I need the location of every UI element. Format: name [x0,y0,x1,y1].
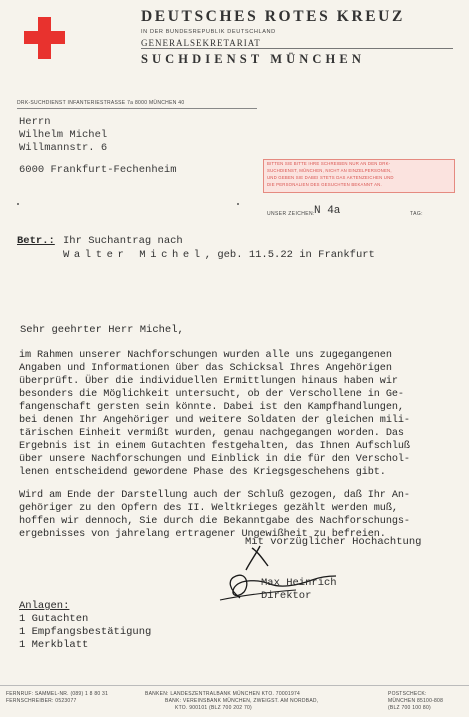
enclosures-label: Anlagen: [19,600,70,612]
recipient-name: Wilhelm Michel [19,129,108,141]
organization-name: DEUTSCHES ROTES KREUZ [141,8,405,25]
footer-postcheck: MÜNCHEN 85100-808 [388,698,444,704]
subject-label: Betr.: [17,235,55,247]
footer-postcheck: (BLZ 700 100 80) [388,705,431,711]
reference-label: UNSER ZEICHEN: [267,211,315,217]
footer-postcheck: POSTSCHECK: [388,691,427,697]
enclosure-item: 1 Empfangsbestätigung [19,626,152,638]
body-line: über unsere Nachforschungen und Einblick in die für den Verschol- [19,454,410,465]
body-line: bei denen Ihr Angehöriger und weitere Soldaten der gleichen mili- [19,415,410,426]
fold-mark [17,203,19,205]
notice-line: SUCHDIENST, MÜNCHEN, NICHT AN EINZELPERSONEN, [267,168,392,173]
reference-value: N 4a [314,205,341,217]
body-line: fangenschaft gersten sein könnte. Dabei ist den Kampfhandlungen, [19,402,404,413]
subject-line: Ihr Suchantrag nach [63,235,183,247]
red-cross-icon-bar [24,31,65,44]
body-line: tärischen Einheit vermißt wurden, genau nachgegangen worden. Das [19,428,404,439]
footer-phone: FERNRUF: SAMMEL-NR. (089) 1 8 80 31 [6,691,109,697]
body-line: Ergebnis ist in einem Gutachten festgehalten, das Ihnen Aufschluß [19,441,410,452]
body-line: Wird am Ende der Darstellung auch der Schluß gezogen, daß Ihr An- [19,490,410,501]
notice-line: DIE PERSONALIEN DES GESUCHTEN BEKANNT AN. [267,182,382,187]
body-line: hoffen wir dennoch, Sie durch die Bekanntgabe des Nachforschungs- [19,516,410,527]
letterhead-rule [141,48,453,49]
subject-details: , geb. 11.5.22 in Frankfurt [204,249,375,261]
footer-bank: BANK: VEREINSBANK MÜNCHEN, ZWEIGST. AM NORDBAD, [165,698,319,704]
body-line: besonders die Möglichkeit untersucht, ob der Verschollene in Ge- [19,389,404,400]
signatory-name: Max Heinrich [261,577,337,589]
return-address-rule [17,108,257,109]
body-line: gehöriger zu den Opfern des II. Weltkrieges gezählt werden muß, [19,503,398,514]
date-label: TAG: [410,211,423,217]
fold-mark [237,203,239,205]
body-line: lenen entscheidend gewordene Phase des Kriegsgeschehens gibt. [19,467,386,478]
footer-rule [0,685,469,686]
recipient-city: 6000 Frankfurt-Fechenheim [19,164,177,176]
organization-subtitle: IN DER BUNDESREPUBLIK DEUTSCHLAND [141,29,276,35]
notice-line: UND GEBEN SIE DABEI STETS DAS AKTENZEICHEN UND [267,175,394,180]
body-line: im Rahmen unserer Nachforschungen wurden alle uns zugegangenen [19,350,392,361]
greeting: Sehr geehrter Herr Michel, [20,324,184,336]
closing: Mit vorzüglicher Hochachtung [245,536,422,548]
department-name: GENERALSEKRETARIAT [141,38,261,48]
enclosure-item: 1 Merkblatt [19,639,89,651]
body-line: Angaben und Informationen über das Schicksal Ihres Angehörigen [19,363,392,374]
subject-person-line [63,249,375,261]
body-line: überprüft. Über die individuellen Ermittlungen hinaus haben wir [19,376,398,387]
body-line: ergebnisses von jahrelang ertragener Ungewißheit zu befreien. [19,529,386,540]
return-address: DRK-SUCHDIENST INFANTERIESTRASSE 7a 8000 MÜNCHEN 40 [17,100,185,106]
signatory-title: Direktor [261,590,312,602]
enclosure-item: 1 Gutachten [19,613,89,625]
footer-bank: BANKEN: LANDESZENTRALBANK MÜNCHEN KTO. 70001974 [145,691,301,697]
service-name: SUCHDIENST MÜNCHEN [141,52,365,66]
footer-telex: FERNSCHREIBER: 0523077 [6,698,77,704]
recipient-street: Willmannstr. 6 [19,142,108,154]
footer-bank: KTO. 900101 (BLZ 700 202 70) [175,705,252,711]
notice-line: BITTEN SIE BITTE IHRE SCHREIBEN NUR AN DEN DRK- [267,161,391,166]
subject-person: Walter Michel [63,249,205,261]
recipient-salutation: Herrn [19,116,51,128]
